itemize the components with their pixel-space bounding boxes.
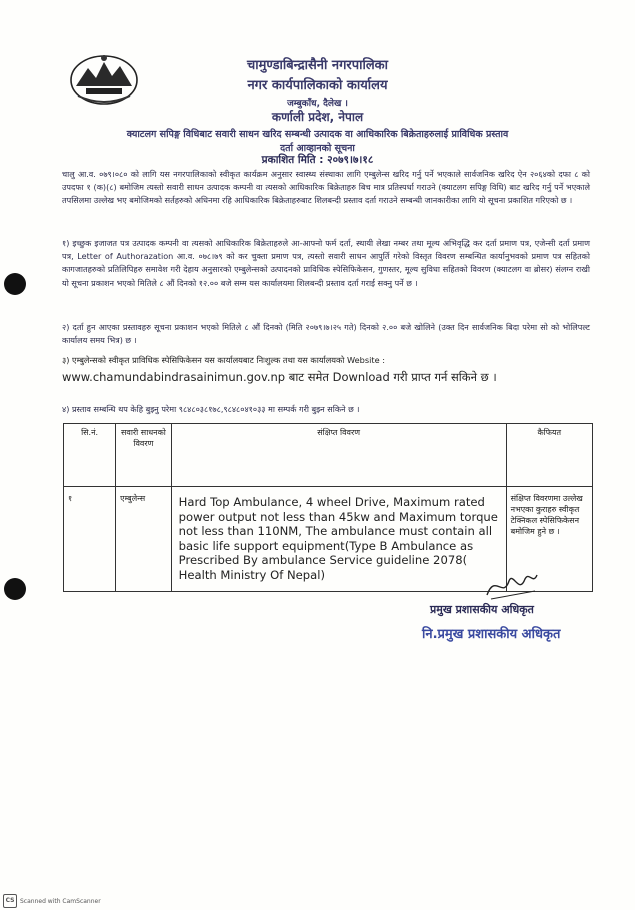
office-location: जम्बुकाँध, दैलेख ।: [287, 99, 348, 109]
scanner-watermark: [3, 894, 101, 908]
municipality-name: चामुण्डाबिन्द्रासैनी नगरपालिका: [247, 58, 388, 73]
notice-subject-line2: दर्ता आव्हानको सूचना: [280, 143, 355, 154]
header-vehicle: सवारी साधनको विवरण: [116, 424, 172, 487]
header-description: संक्षिप्त विवरण: [171, 424, 506, 487]
office-name: नगर कार्यपालिकाको कार्यालय: [247, 78, 388, 93]
item-3-text: ३) एम्बुलेन्सको स्वीकृत प्राविधिक स्पेसिफिकेसन यस कार्यालयबाट निःशुल्क तथा यस कार्यालयको Website :: [62, 355, 386, 365]
header-serial: सि.नं.: [64, 424, 116, 487]
header-remarks: कैफियत: [506, 424, 592, 487]
signature-icon: [481, 565, 541, 605]
published-date: प्रकाशित मिति : २०७९।७।१८: [261, 154, 374, 166]
signatory-stamp: नि.प्रमुख प्रशासकीय अधिकृत: [422, 627, 561, 642]
row-description: Hard Top Ambulance, 4 wheel Drive, Maximum rated power output not less than 45kw and Maximum torque not less than 110NM, The ambulance must contain all basic life support equipment(Type B Ambulance as Prescribed By ambulance Service guideline 2078( Health Ministry Of Nepal): [171, 487, 506, 592]
condition-item-1: १) इच्छुक इजाजत पत्र उत्पादक कम्पनी वा त्यसको आधिकारिक बिक्रेताहरुले आ-आफ्नो फर्म दर्ता, स्थायी लेखा नम्बर तथा मूल्य अभिवृद्धि कर दर्ता प्रमाण पत्र, एजेन्सी दर्ता प्रमाण पत्र, Letter of Authorazation आ.व. ०७८।७९ को कर चुक्ता प्रमाण पत्र, त्यस्तो सवारी साधन आपुर्ति गरेको विस्तृत विवरण सम्बन्धित कार्यानुभवको प्रमाण पत्र सहितको कागजातहरुको प्रतिलिपिहरु समावेश गरी देहाय अनुसारको एम्बुलेन्सको उत्पादनको प्राविधिक स्पेसिफिकेसन, गुणस्तर, मूल्य सुविधा सहितको विवरण (क्याटलग वा ब्रोसर) संलग्न राखी यो सूचना प्रकाशन भएको मितिले ८ औं दिनको १२.०० बजे सम्म यस कार्यालयमा शिलबन्दी प्रस्ताव दर्ता गराई सक्नु पर्ने छ ।: [62, 238, 590, 288]
condition-item-4: ४) प्रस्ताव सम्बन्धि थप केहि बुझ्नु परेमा ९८४८०३८१७८,९८४८०४१०३३ मा सम्पर्क गरी बुझ्न सकिने छ ।: [62, 404, 360, 414]
website-line: www.chamundabindrasainimun.gov.np बाट समेत Download गरी प्राप्त गर्न सकिने छ ।: [62, 370, 497, 384]
notice-subject-line1: क्याटलग सपिङ्ग विधिबाट सवारी साधन खरिद सम्बन्धी उत्पादक वा आधिकारिक बिक्रेताहरुलाई प्राविधिक प्रस्ताव: [126, 129, 509, 140]
scanner-text: Scanned with CamScanner: [20, 897, 101, 905]
camscanner-logo-icon: CS: [3, 894, 17, 908]
province-name: कर्णाली प्रदेश, नेपाल: [271, 110, 364, 124]
signatory-title: प्रमुख प्रशासकीय अधिकृत: [430, 603, 534, 616]
table-header-row: [64, 424, 593, 487]
punch-hole-top: [4, 273, 26, 295]
condition-item-2: २) दर्ता हुन आएका प्रस्तावहरु सूचना प्रकाशन भएको मितिले ८ औं दिनको (मिति २०७९।७।२५ गते) दिनको २.०० बजे खोलिने (उक्त दिन सार्वजनिक बिदा परेमा सो को भोलिपल्ट कार्यालय समय भित्र) छ ।: [62, 322, 590, 346]
intro-paragraph: चालु आ.व. ०७९।०८० को लागि यस नगरपालिकाको स्वीकृत कार्यक्रम अनुसार स्वास्थ्य संस्थाका लागि एम्बुलेन्स खरिद गर्नु पर्ने भएकाले सार्वजनिक खरिद ऐन २०६४को दफा ८ को उपदफा १ (क)(८) बमोजिम त्यस्तो सवारी साधन उत्पादक कम्पनी वा त्यसको आधिकारिक बिक्रेताहरु बिच मात्र प्रतिस्पर्धा गराउने (क्याटलग सपिङ्ग विधि) बाट खरिद गर्नु पर्ने भएकाले तपसिलमा उल्लेख भए बमोजिमको सर्तहरुको अधिनमा रहि आधिकारिक बिक्रेताहरुबाट शिलबन्दी प्रस्ताव दर्ता गराउने सम्बन्धी जानकारीका लागि यो सूचना प्रकाशित गरिएको छ ।: [62, 169, 590, 206]
row-serial: १: [64, 487, 116, 592]
row-vehicle: एम्बुलेन्स: [116, 487, 172, 592]
row-remarks: संक्षिप्त विवरणमा उल्लेख नभएका कुराहरु स्वीकृत टेक्निकल स्पेसिफिकेसन बमोजिम हुने छ ।: [506, 487, 592, 592]
punch-hole-bottom: [4, 578, 26, 600]
condition-item-3: [62, 352, 602, 386]
